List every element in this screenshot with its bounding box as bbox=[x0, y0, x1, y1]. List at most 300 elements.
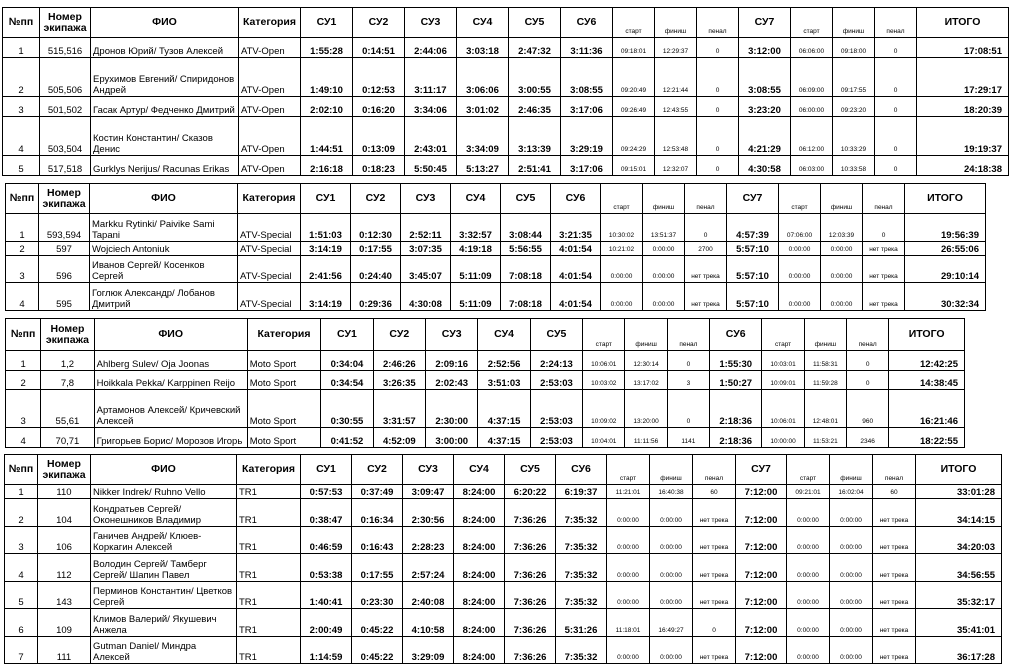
cell-номер-экипажа: 597 bbox=[39, 241, 90, 255]
cell-финиш: 10:33:29 bbox=[833, 117, 875, 156]
column-header-пенал: пенал bbox=[685, 184, 727, 214]
column-header-су3: СУ3 bbox=[405, 8, 457, 38]
cell-су1: 2:16:18 bbox=[301, 155, 353, 175]
cell-су5: 7:36:26 bbox=[505, 609, 556, 636]
column-header-фио: ФИО bbox=[91, 8, 239, 38]
cell-пенал: 0 bbox=[697, 58, 739, 97]
cell-су7: 7:12:00 bbox=[736, 554, 787, 581]
cell-фио: Ганичев Андрей/ Клюев-Коркагин Алексей bbox=[91, 526, 237, 553]
cell-су6: 7:35:32 bbox=[556, 581, 607, 608]
cell-су2: 0:12:30 bbox=[351, 214, 401, 242]
table-row bbox=[6, 390, 965, 428]
cell-категория: ATV-Special bbox=[238, 241, 301, 255]
cell-пенал: нет трека bbox=[693, 636, 736, 664]
cell-су2: 0:37:49 bbox=[352, 485, 403, 499]
cell-итого: 14:38:45 bbox=[889, 370, 965, 390]
cell-финиш: 13:20:00 bbox=[625, 390, 667, 428]
cell-су5: 7:36:26 bbox=[505, 554, 556, 581]
cell-финиш: 11:53:21 bbox=[804, 428, 846, 448]
column-header-финиш: финиш bbox=[643, 184, 685, 214]
cell-фио: Костин Константин/ Сказов Денис bbox=[91, 117, 239, 156]
table-row bbox=[3, 58, 1009, 97]
column-header-пенал: пенал bbox=[847, 319, 889, 351]
cell-итого: 34:20:03 bbox=[916, 526, 1002, 553]
column-header-старт: старт bbox=[791, 8, 833, 38]
cell-су1: 0:53:38 bbox=[301, 554, 352, 581]
cell-категория: ATV-Special bbox=[238, 283, 301, 311]
cell-старт: 10:04:01 bbox=[583, 428, 625, 448]
column-header-су6: СУ6 bbox=[556, 455, 607, 485]
cell-пенал: нет трека bbox=[685, 283, 727, 311]
cell-пенал: 0 bbox=[667, 390, 709, 428]
cell-номер-экипажа: 55,61 bbox=[41, 390, 94, 428]
column-header-су4: СУ4 bbox=[454, 455, 505, 485]
cell-су7: 3:12:00 bbox=[739, 38, 791, 58]
cell-пенал: 0 bbox=[847, 351, 889, 371]
cell-старт: 09:20:49 bbox=[613, 58, 655, 97]
cell-категория: Moto Sport bbox=[247, 370, 321, 390]
results-table-2 bbox=[5, 183, 979, 311]
cell-финиш: 12:30:14 bbox=[625, 351, 667, 371]
cell-пенал: 0 bbox=[697, 117, 739, 156]
cell-су3: 2:30:00 bbox=[426, 390, 478, 428]
cell-су2: 0:17:55 bbox=[352, 554, 403, 581]
cell-финиш: 13:51:37 bbox=[643, 214, 685, 242]
table-row bbox=[6, 255, 986, 283]
cell-су1: 0:34:54 bbox=[321, 370, 373, 390]
cell-старт: 0:00:00 bbox=[779, 255, 821, 283]
cell-итого: 30:32:34 bbox=[905, 283, 986, 311]
cell-старт: 09:24:29 bbox=[613, 117, 655, 156]
cell-су2: 0:29:36 bbox=[351, 283, 401, 311]
cell-финиш: 0:00:00 bbox=[830, 554, 873, 581]
cell-категория: TR1 bbox=[237, 581, 301, 608]
cell-старт: 06:12:00 bbox=[791, 117, 833, 156]
column-header-категория: Категория bbox=[239, 8, 301, 38]
cell-категория: ATV-Special bbox=[238, 255, 301, 283]
column-header-старт: старт bbox=[607, 455, 650, 485]
cell-пенал: нет трека bbox=[873, 499, 916, 526]
column-header-итого: ИТОГО bbox=[889, 319, 965, 351]
cell-су3: 3:11:17 bbox=[405, 58, 457, 97]
cell-финиш: 0:00:00 bbox=[650, 526, 693, 553]
cell-итого: 24:18:38 bbox=[917, 155, 1009, 175]
cell-категория: ATV-Open bbox=[239, 58, 301, 97]
cell-су7: 4:57:39 bbox=[727, 214, 779, 242]
cell-су6: 3:08:55 bbox=[561, 58, 613, 97]
cell-су6: 3:17:06 bbox=[561, 96, 613, 116]
cell-финиш: 11:58:31 bbox=[804, 351, 846, 371]
cell-су6: 4:01:54 bbox=[551, 255, 601, 283]
cell-категория: ATV-Special bbox=[238, 214, 301, 242]
cell-старт: 10:21:02 bbox=[601, 241, 643, 255]
cell-су5: 7:36:26 bbox=[505, 581, 556, 608]
cell-старт: 0:00:00 bbox=[787, 636, 830, 664]
cell-су4: 2:52:56 bbox=[478, 351, 530, 371]
column-header-су6: СУ6 bbox=[710, 319, 762, 351]
cell-пенал: 0 bbox=[697, 96, 739, 116]
cell-пп: 2 bbox=[6, 241, 39, 255]
cell-су1: 0:30:55 bbox=[321, 390, 373, 428]
cell-финиш: 0:00:00 bbox=[650, 499, 693, 526]
cell-су4: 8:24:00 bbox=[454, 609, 505, 636]
column-header-су5: СУ5 bbox=[505, 455, 556, 485]
cell-старт: 09:15:01 bbox=[613, 155, 655, 175]
table-row bbox=[5, 554, 1002, 581]
cell-су2: 0:24:40 bbox=[351, 255, 401, 283]
cell-итого: 17:29:17 bbox=[917, 58, 1009, 97]
cell-су4: 3:03:18 bbox=[457, 38, 509, 58]
table-row bbox=[3, 117, 1009, 156]
cell-финиш: 0:00:00 bbox=[821, 283, 863, 311]
cell-пенал: нет трека bbox=[873, 636, 916, 664]
column-header-су4: СУ4 bbox=[478, 319, 530, 351]
cell-пп: 4 bbox=[3, 117, 40, 156]
cell-пп: 1 bbox=[3, 38, 40, 58]
cell-су2: 2:46:26 bbox=[373, 351, 425, 371]
cell-финиш: 12:29:37 bbox=[655, 38, 697, 58]
column-header-су2: СУ2 bbox=[353, 8, 405, 38]
cell-номер-экипажа: 112 bbox=[38, 554, 91, 581]
cell-пенал: 0 bbox=[697, 155, 739, 175]
table-row bbox=[5, 609, 1002, 636]
cell-су1: 1:49:10 bbox=[301, 58, 353, 97]
column-header-номер-экипажа: Номер экипажа bbox=[41, 319, 94, 351]
cell-финиш: 10:33:58 bbox=[833, 155, 875, 175]
cell-финиш: 16:40:38 bbox=[650, 485, 693, 499]
column-header-су5: СУ5 bbox=[530, 319, 582, 351]
cell-номер-экипажа: 595 bbox=[39, 283, 90, 311]
cell-пенал: нет трека bbox=[693, 526, 736, 553]
column-header-су4: СУ4 bbox=[451, 184, 501, 214]
table-row bbox=[5, 499, 1002, 526]
cell-финиш: 09:18:00 bbox=[833, 38, 875, 58]
cell-пп: 3 bbox=[5, 526, 38, 553]
column-header-пп: №пп bbox=[5, 455, 38, 485]
cell-фио: Гоглюк Александр/ Лобанов Дмитрий bbox=[90, 283, 238, 311]
cell-старт: 0:00:00 bbox=[779, 283, 821, 311]
cell-старт: 0:00:00 bbox=[787, 581, 830, 608]
cell-су6: 7:35:32 bbox=[556, 554, 607, 581]
cell-су3: 2:09:16 bbox=[426, 351, 478, 371]
cell-финиш: 11:59:28 bbox=[804, 370, 846, 390]
cell-номер-экипажа: 503,504 bbox=[40, 117, 91, 156]
cell-фио: Дронов Юрий/ Тузов Алексей bbox=[91, 38, 239, 58]
cell-старт: 10:06:01 bbox=[583, 351, 625, 371]
cell-су3: 2:02:43 bbox=[426, 370, 478, 390]
cell-номер-экипажа: 7,8 bbox=[41, 370, 94, 390]
cell-фио: Артамонов Алексей/ Кричевский Алексей bbox=[94, 390, 247, 428]
cell-су4: 3:34:09 bbox=[457, 117, 509, 156]
cell-номер-экипажа: 104 bbox=[38, 499, 91, 526]
cell-фио: Гасак Артур/ Федченко Дмитрий bbox=[91, 96, 239, 116]
column-header-су1: СУ1 bbox=[321, 319, 373, 351]
cell-пп: 2 bbox=[5, 499, 38, 526]
cell-су7: 7:12:00 bbox=[736, 581, 787, 608]
cell-су4: 8:24:00 bbox=[454, 636, 505, 664]
cell-су2: 0:16:20 bbox=[353, 96, 405, 116]
column-header-старт: старт bbox=[583, 319, 625, 351]
header-row bbox=[5, 455, 1002, 485]
cell-номер-экипажа: 110 bbox=[38, 485, 91, 499]
cell-пенал: нет трека bbox=[873, 554, 916, 581]
cell-категория: Moto Sport bbox=[247, 351, 321, 371]
cell-итого: 17:08:51 bbox=[917, 38, 1009, 58]
cell-пенал: 1141 bbox=[667, 428, 709, 448]
cell-пенал: 0 bbox=[863, 214, 905, 242]
cell-старт: 10:06:01 bbox=[762, 390, 804, 428]
cell-су3: 4:30:08 bbox=[401, 283, 451, 311]
cell-старт: 0:00:00 bbox=[787, 526, 830, 553]
cell-пп: 5 bbox=[3, 155, 40, 175]
cell-су5: 7:08:18 bbox=[501, 283, 551, 311]
cell-фио: Nikker Indrek/ Ruhno Vello bbox=[91, 485, 237, 499]
cell-номер-экипажа: 1,2 bbox=[41, 351, 94, 371]
cell-су4: 4:37:15 bbox=[478, 428, 530, 448]
cell-су1: 1:55:28 bbox=[301, 38, 353, 58]
cell-фио: Markku Rytinki/ Paivike Sami Tapani bbox=[90, 214, 238, 242]
cell-су4: 3:51:03 bbox=[478, 370, 530, 390]
cell-су2: 0:45:22 bbox=[352, 636, 403, 664]
cell-су4: 4:19:18 bbox=[451, 241, 501, 255]
cell-пенал: нет трека bbox=[863, 283, 905, 311]
cell-финиш: 12:53:48 bbox=[655, 117, 697, 156]
cell-су3: 2:57:24 bbox=[403, 554, 454, 581]
cell-су5: 7:08:18 bbox=[501, 255, 551, 283]
cell-пенал: 3 bbox=[667, 370, 709, 390]
cell-су4: 5:11:09 bbox=[451, 283, 501, 311]
table-row bbox=[5, 526, 1002, 553]
cell-пенал: 0 bbox=[875, 155, 917, 175]
column-header-су3: СУ3 bbox=[426, 319, 478, 351]
cell-пп: 5 bbox=[5, 581, 38, 608]
cell-су1: 1:51:03 bbox=[301, 214, 351, 242]
cell-финиш: 0:00:00 bbox=[830, 581, 873, 608]
table-row bbox=[6, 428, 965, 448]
cell-итого: 18:20:39 bbox=[917, 96, 1009, 116]
cell-пп: 1 bbox=[6, 214, 39, 242]
column-header-су2: СУ2 bbox=[351, 184, 401, 214]
cell-су4: 8:24:00 bbox=[454, 554, 505, 581]
cell-су3: 4:10:58 bbox=[403, 609, 454, 636]
column-header-финиш: финиш bbox=[804, 319, 846, 351]
cell-старт: 0:00:00 bbox=[607, 499, 650, 526]
cell-номер-экипажа: 517,518 bbox=[40, 155, 91, 175]
cell-су5: 2:51:41 bbox=[509, 155, 561, 175]
cell-су4: 5:13:27 bbox=[457, 155, 509, 175]
cell-су5: 7:36:26 bbox=[505, 526, 556, 553]
cell-итого: 35:32:17 bbox=[916, 581, 1002, 608]
table-row bbox=[6, 283, 986, 311]
cell-су6: 3:11:36 bbox=[561, 38, 613, 58]
table-row bbox=[5, 485, 1002, 499]
column-header-пенал: пенал bbox=[863, 184, 905, 214]
cell-финиш: 0:00:00 bbox=[650, 636, 693, 664]
cell-старт: 0:00:00 bbox=[607, 526, 650, 553]
cell-финиш: 13:17:02 bbox=[625, 370, 667, 390]
column-header-су1: СУ1 bbox=[301, 8, 353, 38]
column-header-старт: старт bbox=[779, 184, 821, 214]
cell-категория: ATV-Open bbox=[239, 96, 301, 116]
cell-финиш: 0:00:00 bbox=[830, 526, 873, 553]
cell-фио: Володин Сергей/ Тамберг Сергей/ Шапин Павел bbox=[91, 554, 237, 581]
column-header-пп: №пп bbox=[6, 184, 39, 214]
cell-итого: 29:10:14 bbox=[905, 255, 986, 283]
cell-итого: 34:56:55 bbox=[916, 554, 1002, 581]
cell-пп: 3 bbox=[6, 255, 39, 283]
column-header-финиш: финиш bbox=[650, 455, 693, 485]
cell-пп: 2 bbox=[3, 58, 40, 97]
column-header-пенал: пенал bbox=[667, 319, 709, 351]
cell-су3: 3:45:07 bbox=[401, 255, 451, 283]
cell-пп: 3 bbox=[3, 96, 40, 116]
cell-су6: 4:01:54 bbox=[551, 283, 601, 311]
cell-финиш: 12:32:07 bbox=[655, 155, 697, 175]
column-header-категория: Категория bbox=[238, 184, 301, 214]
cell-номер-экипажа: 596 bbox=[39, 255, 90, 283]
cell-итого: 34:14:15 bbox=[916, 499, 1002, 526]
cell-финиш: 11:11:56 bbox=[625, 428, 667, 448]
header-row bbox=[6, 184, 986, 214]
cell-категория: ATV-Open bbox=[239, 155, 301, 175]
cell-пенал: 2700 bbox=[685, 241, 727, 255]
cell-су6: 5:31:26 bbox=[556, 609, 607, 636]
cell-су6: 3:17:06 bbox=[561, 155, 613, 175]
cell-номер-экипажа: 515,516 bbox=[40, 38, 91, 58]
cell-су6: 3:21:35 bbox=[551, 214, 601, 242]
column-header-фио: ФИО bbox=[94, 319, 247, 351]
cell-фио: Кондратьев Сергей/ Оконешников Владимир bbox=[91, 499, 237, 526]
cell-су3: 3:00:00 bbox=[426, 428, 478, 448]
cell-су5: 2:24:13 bbox=[530, 351, 582, 371]
cell-номер-экипажа: 111 bbox=[38, 636, 91, 664]
cell-су6: 4:01:54 bbox=[551, 241, 601, 255]
cell-пенал: 0 bbox=[685, 214, 727, 242]
cell-старт: 09:18:01 bbox=[613, 38, 655, 58]
column-header-су7: СУ7 bbox=[736, 455, 787, 485]
cell-старт: 11:18:01 bbox=[607, 609, 650, 636]
cell-старт: 0:00:00 bbox=[787, 609, 830, 636]
cell-финиш: 0:00:00 bbox=[650, 554, 693, 581]
cell-пенал: 2346 bbox=[847, 428, 889, 448]
cell-итого: 36:17:28 bbox=[916, 636, 1002, 664]
cell-категория: TR1 bbox=[237, 485, 301, 499]
cell-пп: 1 bbox=[5, 485, 38, 499]
cell-финиш: 0:00:00 bbox=[643, 241, 685, 255]
column-header-финиш: финиш bbox=[821, 184, 863, 214]
cell-старт: 11:21:01 bbox=[607, 485, 650, 499]
cell-фио: Климов Валерий/ Якушевич Анжела bbox=[91, 609, 237, 636]
column-header-номер-экипажа: Номер экипажа bbox=[39, 184, 90, 214]
cell-су2: 0:17:55 bbox=[351, 241, 401, 255]
cell-су6: 3:29:19 bbox=[561, 117, 613, 156]
column-header-су4: СУ4 bbox=[457, 8, 509, 38]
cell-су1: 3:14:19 bbox=[301, 241, 351, 255]
table-row bbox=[6, 214, 986, 242]
cell-пенал: нет трека bbox=[685, 255, 727, 283]
cell-су7: 5:57:10 bbox=[727, 241, 779, 255]
column-header-номер-экипажа: Номер экипажа bbox=[38, 455, 91, 485]
cell-итого: 16:21:46 bbox=[889, 390, 965, 428]
cell-пенал: нет трека bbox=[693, 581, 736, 608]
cell-су2: 3:31:57 bbox=[373, 390, 425, 428]
cell-старт: 07:06:00 bbox=[779, 214, 821, 242]
column-header-пенал: пенал bbox=[697, 8, 739, 38]
cell-су5: 2:53:03 bbox=[530, 370, 582, 390]
cell-су4: 5:11:09 bbox=[451, 255, 501, 283]
cell-категория: ATV-Open bbox=[239, 117, 301, 156]
cell-су4: 8:24:00 bbox=[454, 485, 505, 499]
column-header-старт: старт bbox=[613, 8, 655, 38]
cell-су3: 3:34:06 bbox=[405, 96, 457, 116]
cell-финиш: 16:49:27 bbox=[650, 609, 693, 636]
header-row bbox=[3, 8, 1009, 38]
cell-фио: Перминов Константин/ Цветков Сергей bbox=[91, 581, 237, 608]
table-row bbox=[5, 581, 1002, 608]
cell-су3: 3:09:47 bbox=[403, 485, 454, 499]
cell-итого: 26:55:06 bbox=[905, 241, 986, 255]
column-header-финиш: финиш bbox=[655, 8, 697, 38]
cell-су3: 2:52:11 bbox=[401, 214, 451, 242]
cell-пенал: 0 bbox=[875, 58, 917, 97]
cell-су1: 1:40:41 bbox=[301, 581, 352, 608]
cell-старт: 10:09:02 bbox=[583, 390, 625, 428]
cell-финиш: 0:00:00 bbox=[643, 283, 685, 311]
cell-су4: 4:37:15 bbox=[478, 390, 530, 428]
cell-су4: 3:06:06 bbox=[457, 58, 509, 97]
cell-су5: 6:20:22 bbox=[505, 485, 556, 499]
cell-финиш: 0:00:00 bbox=[830, 636, 873, 664]
cell-старт: 10:09:01 bbox=[762, 370, 804, 390]
cell-итого: 19:19:37 bbox=[917, 117, 1009, 156]
cell-пенал: нет трека bbox=[873, 609, 916, 636]
cell-су3: 2:43:01 bbox=[405, 117, 457, 156]
cell-су7: 3:08:55 bbox=[739, 58, 791, 97]
cell-су6: 2:18:36 bbox=[710, 428, 762, 448]
cell-номер-экипажа: 505,506 bbox=[40, 58, 91, 97]
cell-су2: 0:23:30 bbox=[352, 581, 403, 608]
cell-су6: 1:55:30 bbox=[710, 351, 762, 371]
cell-финиш: 09:23:20 bbox=[833, 96, 875, 116]
cell-старт: 0:00:00 bbox=[787, 499, 830, 526]
cell-су7: 5:57:10 bbox=[727, 283, 779, 311]
column-header-су5: СУ5 bbox=[509, 8, 561, 38]
cell-фио: Gurklys Nerijus/ Racunas Erikas bbox=[91, 155, 239, 175]
cell-су2: 0:12:53 bbox=[353, 58, 405, 97]
column-header-фио: ФИО bbox=[91, 455, 237, 485]
cell-фио: Ahlberg Sulev/ Oja Joonas bbox=[94, 351, 247, 371]
cell-старт: 06:09:00 bbox=[791, 58, 833, 97]
cell-су1: 1:14:59 bbox=[301, 636, 352, 664]
cell-категория: TR1 bbox=[237, 636, 301, 664]
cell-категория: TR1 bbox=[237, 526, 301, 553]
column-header-номер-экипажа: Номер экипажа bbox=[40, 8, 91, 38]
cell-пп: 1 bbox=[6, 351, 41, 371]
column-header-финиш: финиш bbox=[625, 319, 667, 351]
cell-су1: 0:57:53 bbox=[301, 485, 352, 499]
cell-финиш: 12:43:55 bbox=[655, 96, 697, 116]
cell-категория: TR1 bbox=[237, 554, 301, 581]
column-header-фио: ФИО bbox=[90, 184, 238, 214]
cell-су7: 4:30:58 bbox=[739, 155, 791, 175]
cell-финиш: 0:00:00 bbox=[821, 255, 863, 283]
column-header-итого: ИТОГО bbox=[916, 455, 1002, 485]
cell-старт: 0:00:00 bbox=[601, 255, 643, 283]
table-row bbox=[6, 241, 986, 255]
column-header-старт: старт bbox=[787, 455, 830, 485]
cell-старт: 0:00:00 bbox=[601, 283, 643, 311]
cell-пп: 4 bbox=[5, 554, 38, 581]
